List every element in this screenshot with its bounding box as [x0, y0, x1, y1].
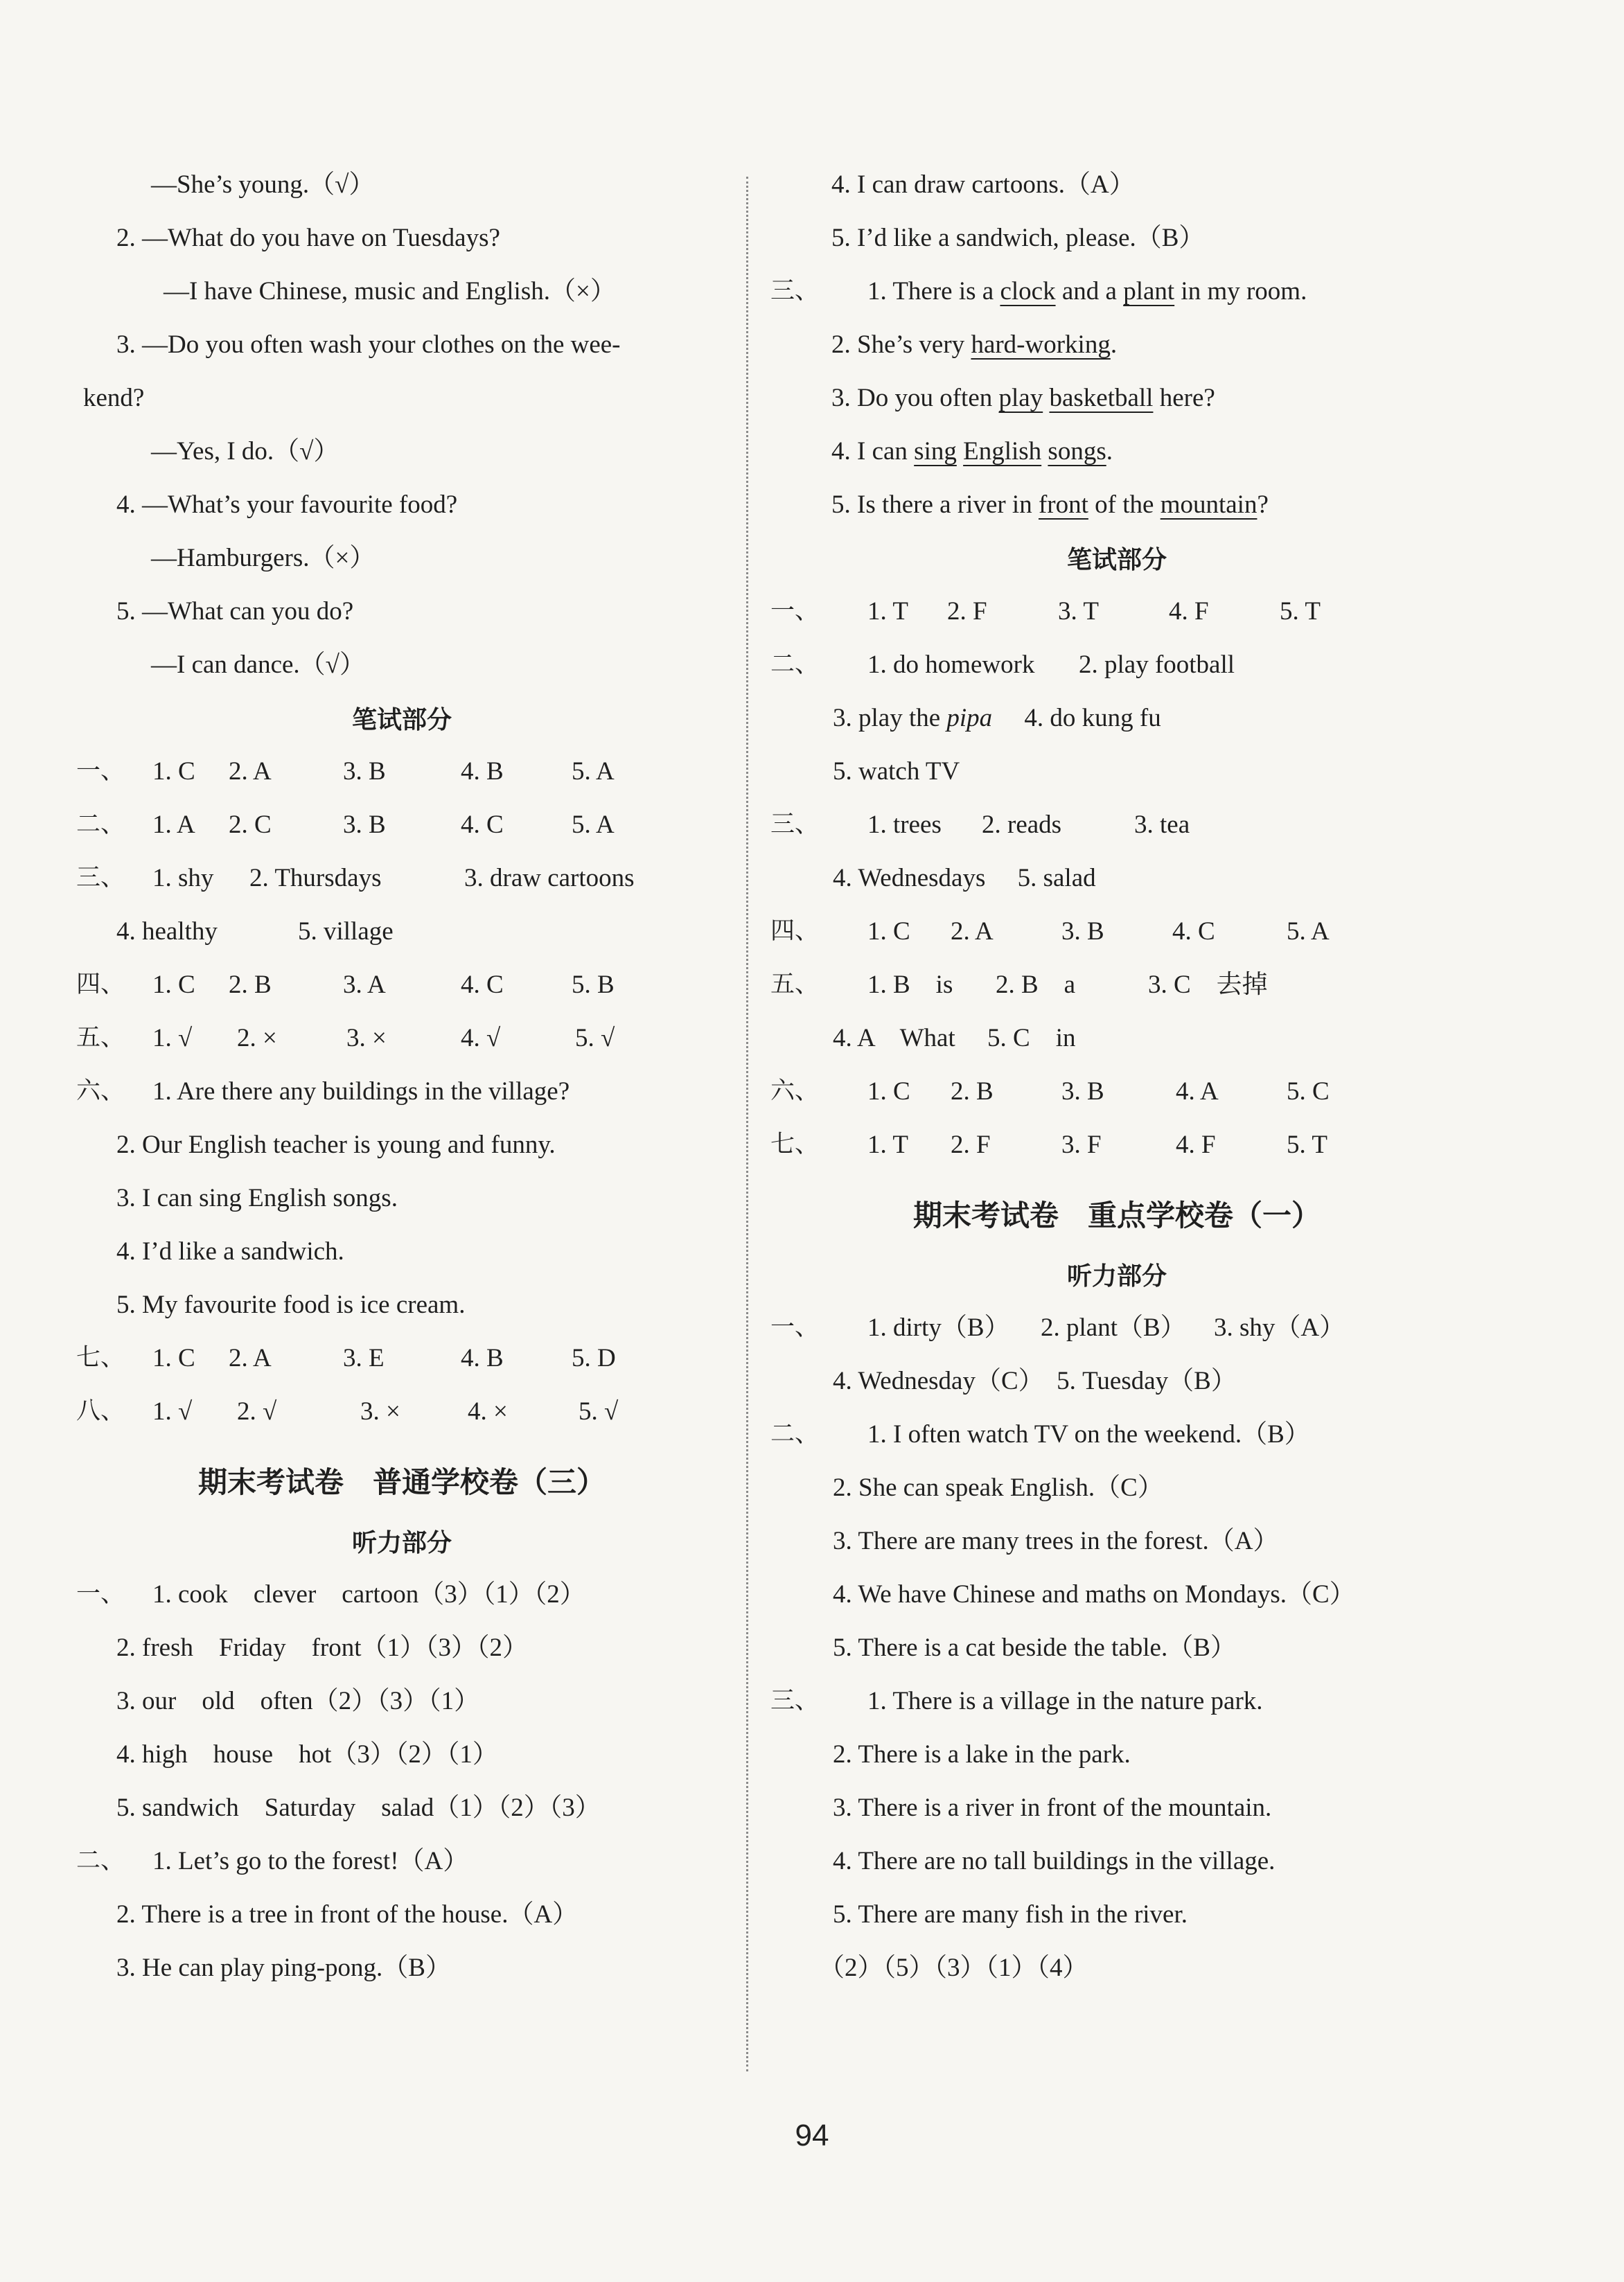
- answer-row: [770, 638, 1463, 691]
- answer-text: [867, 265, 1307, 318]
- answer-item: 5. √: [579, 1397, 619, 1426]
- underlined-word: mountain: [1160, 490, 1257, 519]
- underlined-word: front: [1038, 490, 1088, 519]
- answer-item: 2. √: [237, 1397, 277, 1426]
- answer-line: —Yes, I do.（√）: [151, 437, 339, 466]
- answer-item: 3. ×: [346, 1024, 387, 1052]
- underlined-word: songs: [1048, 437, 1106, 466]
- answer-line: —I have Chinese, music and English.（×）: [164, 277, 616, 306]
- underlined-word: plant: [1123, 277, 1175, 306]
- text-segment: and a: [1055, 277, 1124, 306]
- section-title: 笔试部分: [351, 706, 452, 734]
- answer-item: 1. T: [867, 597, 908, 626]
- answer-line: 4. I’d like a sandwich.: [116, 1237, 344, 1266]
- answer-line: [770, 318, 1463, 371]
- answer-item: 1. A: [152, 811, 195, 839]
- answer-item: 3. A: [343, 971, 386, 999]
- answer-item: 3. B: [1061, 917, 1104, 946]
- answer-line: 3. He can play ping-pong.（B）: [116, 1954, 451, 1982]
- answer-line: 2. There is a lake in the park.: [833, 1740, 1131, 1769]
- answer-item: 3. B: [1061, 1077, 1104, 1106]
- section-number: 二、: [76, 1847, 125, 1875]
- answer-item: 5. T: [1287, 1131, 1327, 1159]
- left-column: [76, 158, 727, 1994]
- answer-item: 1. Are there any buildings in the village?: [152, 1077, 570, 1106]
- answer-item: 1. shy: [152, 864, 214, 892]
- section-number: 一、: [770, 597, 820, 625]
- answer-item: 3. tea: [1134, 811, 1190, 839]
- section-number: 一、: [770, 1314, 820, 1341]
- answer-row: [770, 1065, 1463, 1118]
- answer-text: [831, 425, 1113, 478]
- section-number: 四、: [770, 917, 820, 945]
- answer-item: 4. F: [1176, 1131, 1216, 1159]
- section-number: 一、: [76, 1580, 125, 1608]
- answer-line: 2. There is a tree in front of the house.（A）: [116, 1900, 579, 1929]
- answer-row: [76, 851, 727, 905]
- answer-text: [833, 691, 1161, 745]
- answer-item: 4. B: [461, 757, 504, 786]
- answer-item: 1. C: [152, 757, 195, 786]
- answer-row: [76, 1385, 727, 1438]
- answer-row: [770, 905, 1463, 958]
- answer-item: 4. C: [1172, 917, 1215, 946]
- answer-row: [76, 958, 727, 1011]
- column-divider: [746, 177, 748, 2071]
- underlined-word: hard-working: [971, 330, 1111, 359]
- answer-line: 4. high house hot（3）（2）（1）: [116, 1740, 498, 1769]
- answer-line: 4. Wednesdays 5. salad: [833, 864, 1096, 892]
- text-segment: 2. She’s very: [831, 330, 971, 359]
- answer-line: 5. I’d like a sandwich, please.（B）: [831, 224, 1205, 252]
- answer-item: 4. ×: [468, 1397, 508, 1426]
- answer-item: 2. reads: [982, 811, 1062, 839]
- answer-item: 2. play football: [1079, 651, 1235, 679]
- answer-item: 5. village: [298, 917, 394, 946]
- answer-item: 2. B a: [996, 971, 1076, 999]
- answer-item: 2. ×: [237, 1024, 277, 1052]
- text-segment: 3. Do you often: [831, 384, 999, 412]
- text-segment: here?: [1153, 384, 1215, 412]
- answer-row: [76, 745, 727, 798]
- answer-line: 3. our old often（2）（3）（1）: [116, 1687, 480, 1715]
- text-segment: ?: [1257, 490, 1269, 519]
- answer-item: 5. B: [572, 971, 615, 999]
- text-segment: 3. play the: [833, 704, 947, 732]
- answer-item: 1. C: [152, 971, 195, 999]
- underlined-word: sing: [914, 437, 957, 466]
- answer-row: [770, 1118, 1463, 1171]
- text-segment: 4. I can: [831, 437, 915, 466]
- answer-item: 3. E: [343, 1344, 385, 1372]
- answer-line: 5. watch TV: [833, 757, 960, 786]
- answer-item: 5. √: [575, 1024, 615, 1052]
- answer-line: 3. I can sing English songs.: [116, 1184, 398, 1212]
- answer-item: 4. B: [461, 1344, 504, 1372]
- section-number: 六、: [770, 1077, 820, 1105]
- answer-item: 1. T: [867, 1131, 908, 1159]
- answer-line: 3. There are many trees in the forest.（A）: [833, 1527, 1279, 1555]
- answer-item: 1. √: [152, 1024, 193, 1052]
- answer-line: 4. —What’s your favourite food?: [116, 490, 458, 519]
- answer-line: [770, 371, 1463, 425]
- section-number: 三、: [770, 277, 820, 305]
- answer-line: —Hamburgers.（×）: [151, 544, 376, 572]
- answer-item: 2. C: [229, 811, 272, 839]
- answer-line: 5. There are many fish in the river.: [833, 1900, 1188, 1929]
- answer-line: 5. —What can you do?: [116, 597, 354, 626]
- answer-line: 4. A What 5. C in: [833, 1024, 1076, 1052]
- answer-item: 4. √: [461, 1024, 501, 1052]
- section-title: 笔试部分: [1066, 546, 1167, 574]
- answer-line: 4. We have Chinese and maths on Mondays.（C）: [833, 1580, 1355, 1609]
- right-column: [770, 158, 1463, 1994]
- answer-row: [76, 905, 727, 958]
- text-segment: in my room.: [1174, 277, 1307, 306]
- answer-line: （2）（5）（3）（1）（4）: [819, 1954, 1088, 1982]
- answer-item: 1. cook clever cartoon（3）（1）（2）: [152, 1580, 585, 1609]
- text-segment: of the: [1088, 490, 1160, 519]
- section-number: 五、: [770, 971, 820, 998]
- answer-row: [770, 585, 1463, 638]
- answer-item: 1. trees: [867, 811, 942, 839]
- answer-line: 3. —Do you often wash your clothes on the wee-: [116, 330, 621, 359]
- answer-line: 2. fresh Friday front（1）（3）（2）: [116, 1634, 528, 1662]
- answer-item: 1. dirty（B）: [867, 1314, 1010, 1342]
- section-number: 七、: [770, 1131, 820, 1158]
- answer-item: 5. A: [572, 811, 615, 839]
- answer-line: 4. I can draw cartoons.（A）: [831, 170, 1135, 199]
- answer-row: [770, 798, 1463, 851]
- answer-line: [770, 265, 1463, 318]
- answer-item: 1. C: [867, 1077, 910, 1106]
- page-number: 94: [795, 2119, 829, 2152]
- answer-item: 2. A: [229, 1344, 272, 1372]
- answer-item: 2. plant（B）: [1041, 1314, 1186, 1342]
- section-title: 听力部分: [1066, 1262, 1167, 1291]
- answer-item: 1. B is: [867, 971, 953, 999]
- answer-item: 4. A: [1176, 1077, 1219, 1106]
- answer-row: [76, 1834, 727, 1888]
- answer-text: [831, 318, 1117, 371]
- answer-item: 3. ×: [360, 1397, 400, 1426]
- answer-item: 3. C 去掉: [1148, 971, 1268, 999]
- answer-item: 3. T: [1058, 597, 1099, 626]
- underlined-word: play: [998, 384, 1043, 412]
- answer-item: 1. C: [152, 1344, 195, 1372]
- answer-row: [770, 1301, 1463, 1354]
- text-segment: 5. Is there a river in: [831, 490, 1039, 519]
- answer-item: 2. A: [951, 917, 994, 946]
- answer-item: 2. F: [951, 1131, 991, 1159]
- answer-item: 1. I often watch TV on the weekend.（B）: [867, 1420, 1310, 1449]
- answer-line: —I can dance.（√）: [151, 651, 365, 679]
- answer-line: [770, 425, 1463, 478]
- answer-line: —She’s young.（√）: [151, 170, 375, 199]
- answer-item: 1. do homework: [867, 651, 1035, 679]
- answer-row: [770, 1408, 1463, 1461]
- answer-line: kend?: [83, 384, 145, 412]
- answer-row: [770, 958, 1463, 1011]
- text-segment: .: [1110, 330, 1118, 359]
- answer-line: [770, 478, 1463, 531]
- section-number: 二、: [770, 651, 820, 678]
- answer-item: 2. B: [229, 971, 272, 999]
- answer-item: 2. F: [947, 597, 987, 626]
- section-number: 三、: [770, 811, 820, 838]
- section-number: 八、: [76, 1397, 125, 1425]
- answer-item: 2. A: [229, 757, 272, 786]
- answer-line: 4. There are no tall buildings in the village.: [833, 1847, 1276, 1875]
- answer-item: 4. C: [461, 811, 504, 839]
- answer-line: 5. There is a cat beside the table.（B）: [833, 1634, 1236, 1662]
- section-number: 三、: [76, 864, 125, 892]
- answer-item: 1. √: [152, 1397, 193, 1426]
- answer-line: [770, 691, 1463, 745]
- answer-line: 2. Our English teacher is young and funny.: [116, 1131, 556, 1159]
- section-number: 四、: [76, 971, 125, 998]
- section-number: 六、: [76, 1077, 125, 1105]
- answer-item: 3. draw cartoons: [464, 864, 635, 892]
- answer-item: 4. F: [1169, 597, 1209, 626]
- answer-item: 1. Let’s go to the forest!（A）: [152, 1847, 469, 1875]
- section-number: 二、: [770, 1420, 820, 1448]
- section-number: 七、: [76, 1344, 125, 1372]
- underlined-word: English: [963, 437, 1042, 466]
- answer-item: 3. shy（A）: [1214, 1314, 1345, 1342]
- answer-item: 5. T: [1280, 597, 1321, 626]
- answer-item: 3. B: [343, 811, 386, 839]
- text-segment: 4. do kung fu: [992, 704, 1161, 732]
- text-segment: .: [1106, 437, 1113, 466]
- answer-line: 3. There is a river in front of the mountain.: [833, 1794, 1272, 1822]
- text-segment: 1. There is a: [867, 277, 1000, 306]
- exam-title: 期末考试卷 重点学校卷（一）: [912, 1199, 1321, 1232]
- answer-text: [831, 371, 1215, 425]
- section-title: 听力部分: [351, 1529, 452, 1557]
- answer-item: 1. There is a village in the nature park.: [867, 1687, 1263, 1715]
- exam-title: 期末考试卷 普通学校卷（三）: [197, 1465, 606, 1499]
- answer-item: 5. D: [572, 1344, 616, 1372]
- underlined-word: clock: [1000, 277, 1056, 306]
- answer-item: 2. Thursdays: [249, 864, 382, 892]
- section-number: 三、: [770, 1687, 820, 1715]
- section-number: 五、: [76, 1024, 125, 1052]
- answer-text: [831, 478, 1269, 531]
- answer-row: [76, 1568, 727, 1621]
- answer-row: [770, 1674, 1463, 1728]
- answer-row: [76, 798, 727, 851]
- underlined-word: basketball: [1049, 384, 1154, 412]
- answer-line: 5. My favourite food is ice cream.: [116, 1291, 466, 1319]
- answer-line: 2. She can speak English.（C）: [833, 1474, 1163, 1502]
- section-number: 一、: [76, 757, 125, 785]
- answer-row: [76, 1065, 727, 1118]
- answer-item: 5. A: [1287, 917, 1330, 946]
- answer-line: 5. sandwich Saturday salad（1）（2）（3）: [116, 1794, 601, 1822]
- answer-item: 5. C: [1287, 1077, 1330, 1106]
- answer-row: [76, 1011, 727, 1065]
- text-segment: [957, 437, 963, 466]
- answer-row: [76, 1332, 727, 1385]
- answer-item: 2. B: [951, 1077, 994, 1106]
- answer-line: 2. —What do you have on Tuesdays?: [116, 224, 500, 252]
- answer-item: 3. B: [343, 757, 386, 786]
- answer-item: 4. C: [461, 971, 504, 999]
- answer-item: 1. C: [867, 917, 910, 946]
- answer-item: 4. healthy: [116, 917, 218, 946]
- answer-item: 3. F: [1061, 1131, 1102, 1159]
- section-number: 二、: [76, 811, 125, 838]
- text-segment: pipa: [946, 704, 993, 732]
- answer-item: 5. A: [572, 757, 615, 786]
- answer-line: 4. Wednesday（C） 5. Tuesday（B）: [833, 1367, 1237, 1395]
